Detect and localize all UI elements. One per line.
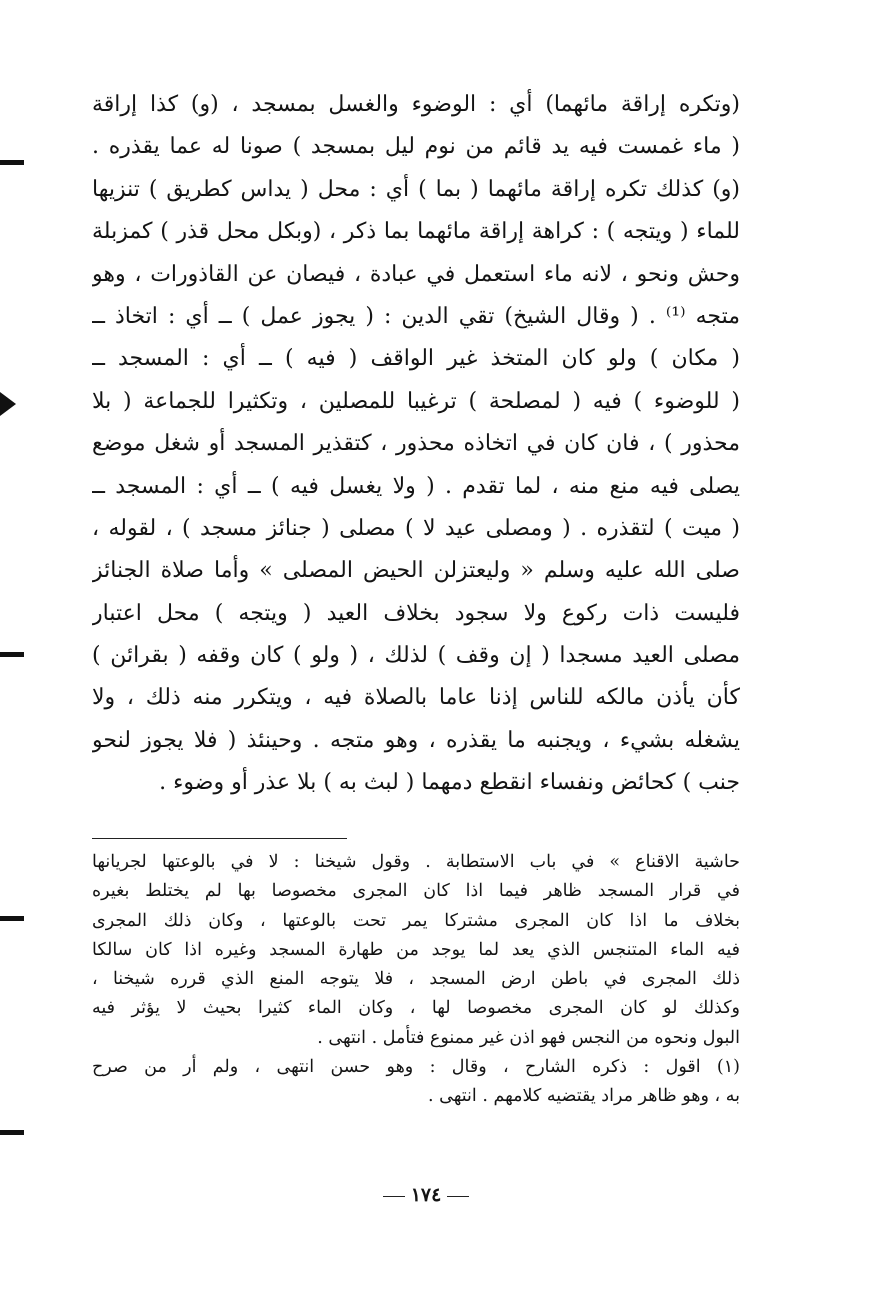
footnote-line: به ، وهو ظاهر مراد يقتضيه كلامهم . انتهى . — [427, 1086, 740, 1107]
page-number-value: ١٧٤ — [410, 1184, 442, 1206]
footnote-line: (١) اقول : ذكره الشارح ، وقال : وهو حسن انتهى ، ولم أر من صرح — [92, 1057, 740, 1078]
margin-mark — [0, 652, 24, 657]
main-text-line: ( للوضوء ) فيه ( لمصلحة ) ترغيبا للمصلين ، وتكثيرا للجماعة ( بلا — [92, 388, 740, 414]
main-text-line: (وتكره إراقة مائهما) أي : الوضوء والغسل بمسجد ، (و) كذا إراقة — [92, 92, 740, 117]
margin-triangle-mark — [0, 392, 16, 416]
main-text-line: كأن يأذن مالكه للناس إذنا عاما بالصلاة فيه ، ويتكرر منه ذلك ، ولا — [92, 685, 740, 711]
main-text-line: صلى الله عليه وسلم « وليعتزلن الحيض المصلى » وأما صلاة الجنائز — [92, 558, 740, 584]
footnote-line: بخلاف ما اذا كان المجرى مشتركا يمر تحت بالوعتها ، وكان ذلك المجرى — [92, 910, 740, 931]
main-text-line: للماء ( ويتجه ) : كراهة إراقة مائهما بما ذكر ، (وبكل محل قذر ) كمزبلة — [92, 219, 740, 245]
margin-mark — [0, 916, 24, 921]
main-text-line: ( ميت ) لتقذره . ( ومصلى عيد لا ) مصلى ( جنائز مسجد ) ، لقوله ، — [92, 515, 740, 541]
main-text-line: فليست ذات ركوع ولا سجود بخلاف العيد ( ويتجه ) محل اعتبار — [92, 600, 740, 626]
main-text-block — [92, 84, 740, 805]
main-text-line: محذور ) ، فان كان في اتخاذه محذور ، كتقذير المسجد أو شغل موضع — [92, 431, 740, 457]
margin-mark — [0, 160, 24, 165]
main-text-line: (و) كذلك تكره إراقة مائهما ( بما ) أي : محل ( يداس كطريق ) تنزيها — [92, 176, 740, 202]
main-text-line: ( ماء غمست فيه يد قائم من نوم ليل بمسجد ) صونا له عما يقذره . — [92, 134, 740, 160]
page-number-dash — [383, 1196, 405, 1197]
main-text-line: ( مكان ) ولو كان المتخذ غير الواقف ( فيه ) ــ أي : المسجد ــ — [92, 346, 740, 372]
footnotes-block — [92, 848, 740, 1112]
footnote-separator — [92, 838, 347, 839]
main-text-line: جنب ) كحائض ونفساء انقطع دمهما ( لبث به ) بلا عذر أو وضوء . — [159, 770, 740, 796]
margin-mark — [0, 1130, 24, 1135]
footnote-line: فيه الماء المتنجس الذي يعد لما يوجد من طهارة المسجد وغيره اذا كان سالكا — [92, 939, 740, 960]
page-number-dash — [447, 1196, 469, 1197]
main-text-line: يصلى فيه منع منه ، لما تقدم . ( ولا يغسل فيه ) ــ أي : المسجد ــ — [92, 473, 740, 499]
footnote-line: حاشية الاقناع » في باب الاستطابة . وقول شيخنا : لا في بالوعتها لجريانها — [92, 852, 740, 872]
footnote-line: البول ونحوه من النجس فهو اذن غير ممنوع فتأمل . انتهى . — [317, 1027, 740, 1048]
main-text-line: متجه ⁽¹⁾ . ( وقال الشيخ) تقي الدين : ( يجوز عمل ) ــ أي : اتخاذ ــ — [92, 303, 740, 329]
main-text-line: وحش ونحو ، لانه ماء استعمل في عبادة ، فيصان عن القاذورات ، وهو — [92, 261, 740, 287]
footnote-line: في قرار المسجد ظاهر فيما اذا كان المجرى مخصوصا بها لم يختلط بغيره — [92, 881, 740, 902]
page-number — [366, 1180, 486, 1210]
footnote-line: وكذلك لو كان المجرى مخصوصا لها ، وكان الماء كثيرا بحيث لا يؤثر فيه — [92, 998, 740, 1019]
main-text-line: مصلى العيد مسجدا ( إن وقف ) لذلك ، ( ولو ) كان وقفه ( بقرائن ) — [92, 643, 740, 669]
footnote-line: ذلك المجرى في باطن ارض المسجد ، فلا يتوجه المنع الذي قرره شيخنا ، — [92, 969, 740, 990]
main-text-line: يشغله بشيء ، ويجنبه ما يقذره ، وهو متجه . وحينئذ ( فلا يجوز لنحو — [92, 727, 740, 753]
